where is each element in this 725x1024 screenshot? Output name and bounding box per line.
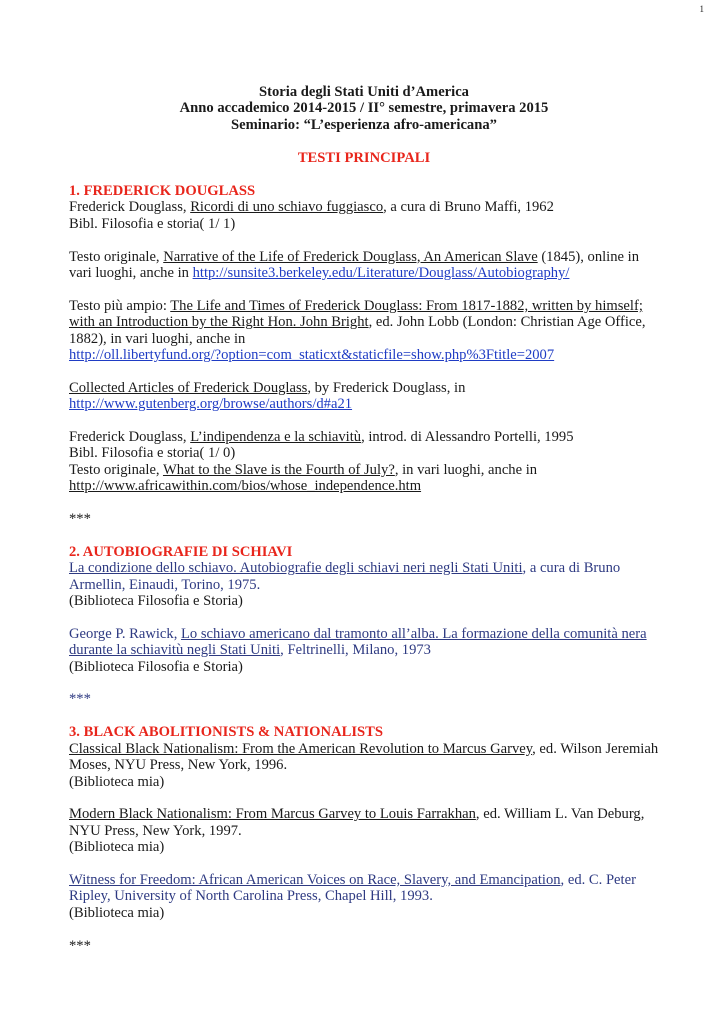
entry-details: , ed. William L. Van Deburg, NYU Press, New York, 1997. <box>69 806 645 839</box>
entry-details: , ed. C. Peter Ripley, University of North Carolina Press, Chapel Hill, 1993. <box>69 871 636 905</box>
entry-title: Modern Black Nationalism: From Marcus Garvey to Louis Farrakhan <box>69 806 476 823</box>
section-separator: *** <box>69 937 91 954</box>
course-title: Storia degli Stati Uniti d’America <box>259 84 469 100</box>
entry-title: What to the Slave is the Fourth of July? <box>162 461 395 478</box>
entry-author: Frederick Douglass, <box>69 429 191 446</box>
entry-title: Ricordi di uno schiavo fuggiasco <box>190 199 384 216</box>
section-separator: *** <box>69 511 91 528</box>
entry-location: (Biblioteca mia) <box>69 773 165 790</box>
entry-title: The Life and Times of Frederick Douglass: From 1817-1882, written by himself; with an Introduction by the Right Hon. John Bright <box>69 297 643 331</box>
entry-location: Bibl. Filosofia e storia( 1/ 0) <box>69 445 236 462</box>
entry-title: Classical Black Nationalism: From the American Revolution to Marcus Garvey <box>69 740 533 757</box>
entry-author: Frederick Douglass, <box>69 199 191 216</box>
entry-prefix: Testo originale, <box>69 248 164 265</box>
entry-prefix: Testo più ampio: <box>69 297 171 314</box>
entry-title: Collected Articles of Frederick Douglass <box>69 379 308 396</box>
section-title: 3. BLACK ABOLITIONISTS & NATIONALISTS <box>69 724 383 741</box>
section-black-abolitionists <box>69 724 659 954</box>
section-separator: *** <box>69 691 91 708</box>
section-title: 1. FREDERICK DOUGLASS <box>69 183 256 200</box>
entry-details: (1845), online in vari luoghi, anche in <box>69 248 640 282</box>
page-number: 1 <box>699 4 704 14</box>
bib-entry <box>69 806 659 839</box>
entry-details: , a cura di Bruno Armellin, Einaudi, Torino, 1975. <box>69 560 621 593</box>
main-heading: TESTI PRINCIPALI <box>297 150 431 167</box>
entry-details: , a cura di Bruno Maffi, 1962 <box>383 199 554 216</box>
entry-details: , Feltrinelli, Milano, 1973 <box>280 642 431 659</box>
entry-link[interactable]: http://www.gutenberg.org/browse/authors/d#a21 <box>69 396 353 413</box>
entry-title: L’indipendenza e la schiavitù <box>190 429 362 446</box>
bib-entry <box>69 380 659 413</box>
entry-title: Witness for Freedom: African American Voices on Race, Slavery, and Emancipation <box>69 871 561 888</box>
entry-link[interactable]: http://oll.libertyfund.org/?option=com_staticxt&staticfile=show.php%3Ftitle=2007 <box>69 347 555 364</box>
document-page <box>69 84 659 954</box>
entry-prefix: Testo originale, <box>69 461 163 478</box>
entry-location: (Biblioteca mia) <box>69 839 165 856</box>
section-title: 2. AUTOBIOGRAFIE DI SCHIAVI <box>69 543 293 560</box>
bib-entry <box>69 741 659 774</box>
entry-location: (Biblioteca Filosofia e Storia) <box>69 593 243 610</box>
document-header <box>69 84 659 133</box>
entry-details: , ed. Wilson Jeremiah Moses, NYU Press, New York, 1996. <box>69 740 659 774</box>
bib-entry <box>69 560 659 593</box>
entry-details: , by Frederick Douglass, in <box>307 379 466 396</box>
seminar-title: Seminario: “L’esperienza afro-americana” <box>231 116 497 133</box>
entry-title: Lo schiavo americano dal tramonto all’alba. La formazione della comunità nera durante la schiavitù negli Stati Uniti <box>69 625 647 659</box>
entry-location: (Biblioteca Filosofia e Storia) <box>69 658 243 675</box>
entry-location: (Biblioteca mia) <box>69 904 165 921</box>
entry-details: , introd. di Alessandro Portelli, 1995 <box>361 429 574 446</box>
section-slave-autobiographies <box>69 544 659 724</box>
entry-title: La condizione dello schiavo. Autobiografie degli schiavi neri negli Stati Uniti <box>69 560 523 577</box>
entry-details: , ed. John Lobb (London: Christian Age Office, 1882), in vari luoghi, anche in <box>69 314 646 347</box>
entry-details: , in vari luoghi, anche in <box>394 461 538 478</box>
bib-entry <box>69 298 659 364</box>
entry-author: George P. Rawick, <box>69 625 182 642</box>
section-frederick-douglass <box>69 183 659 544</box>
entry-link[interactable]: http://sunsite3.berkeley.edu/Literature/Douglass/Autobiography/ <box>192 265 570 282</box>
entry-location: Bibl. Filosofia e storia( 1/ 1) <box>69 215 236 232</box>
bib-entry <box>69 429 659 445</box>
bib-entry <box>69 872 659 905</box>
entry-title: Narrative of the Life of Frederick Douglass, An American Slave <box>163 248 538 265</box>
academic-year: Anno accademico 2014-2015 / II° semestre, primavera 2015 <box>179 100 549 117</box>
bib-entry <box>69 199 659 215</box>
bib-entry <box>69 626 659 659</box>
bib-entry <box>69 249 659 282</box>
bib-entry <box>69 462 659 495</box>
entry-link[interactable]: http://www.africawithin.com/bios/whose_independence.htm <box>69 478 422 495</box>
